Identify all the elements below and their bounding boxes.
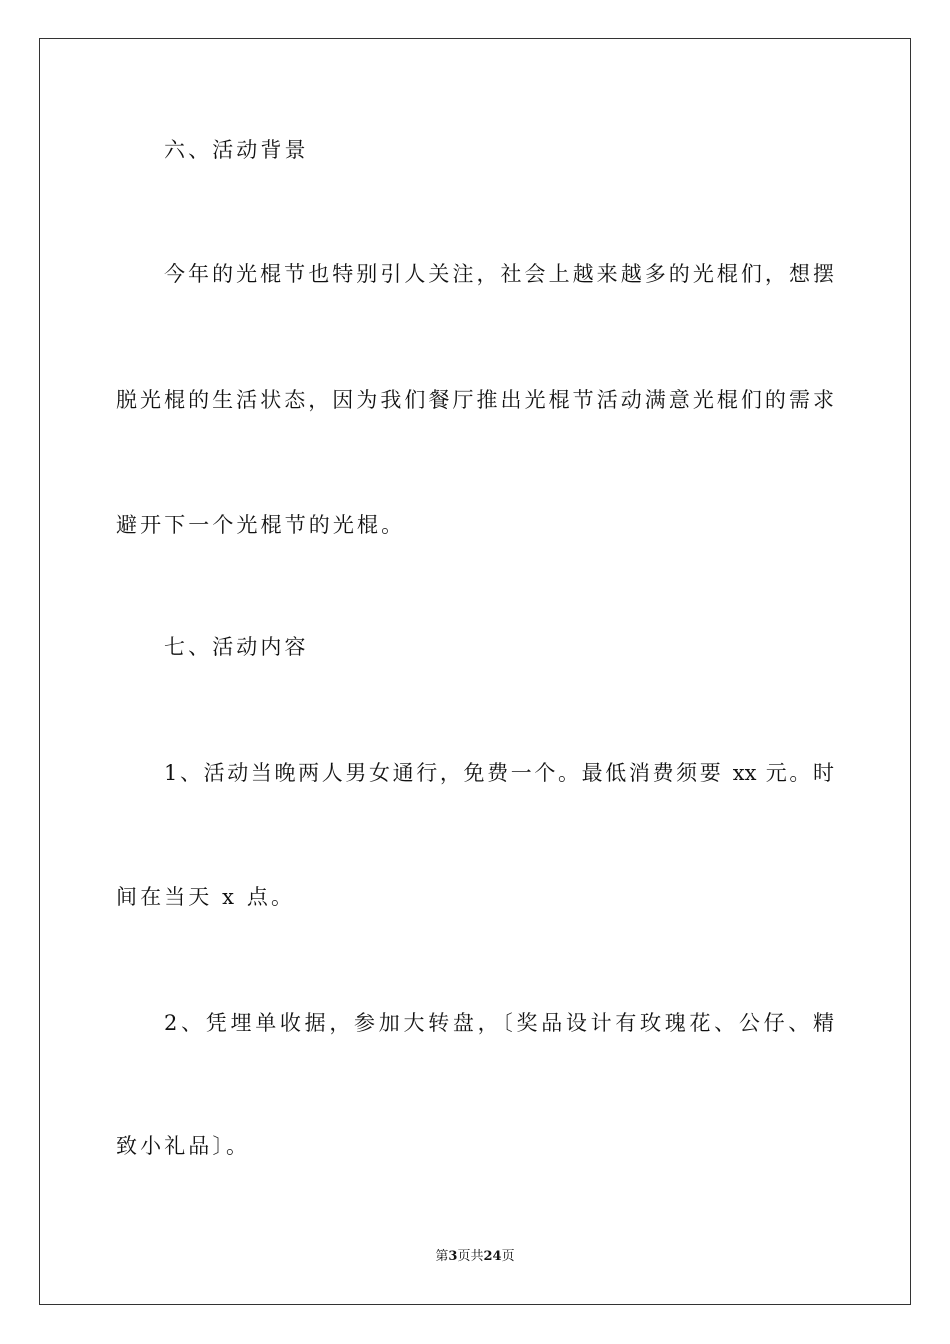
page-border xyxy=(39,38,911,1305)
footer-total-pages: 24 xyxy=(483,1249,502,1264)
page-footer xyxy=(0,1248,950,1266)
paragraph-line: 今年的光棍节也特别引人关注，社会上越来越多的光棍们，想摆 xyxy=(164,262,834,286)
paragraph-line: 致小礼品〕。 xyxy=(116,1134,251,1158)
paragraph-line: 1、活动当晚两人男女通行，免费一个。最低消费须要 xx 元。时 xyxy=(164,761,834,785)
footer-total-prefix: 共 xyxy=(470,1249,484,1264)
paragraph-line: 间在当天 x 点。 xyxy=(116,885,296,909)
paragraph-line: 脱光棍的生活状态，因为我们餐厅推出光棍节活动满意光棍们的需求 xyxy=(116,388,834,412)
section-heading-background: 六、活动背景 xyxy=(164,138,309,162)
footer-page-number: 3 xyxy=(448,1249,458,1264)
paragraph-line: 避开下一个光棍节的光棍。 xyxy=(116,513,406,537)
section-heading-content: 七、活动内容 xyxy=(164,635,309,659)
footer-total-unit: 页 xyxy=(501,1249,515,1264)
footer-page-prefix: 第 xyxy=(435,1249,449,1264)
footer-page-unit: 页 xyxy=(457,1249,471,1264)
paragraph-line: 2、凭埋单收据，参加大转盘，〔奖品设计有玫瑰花、公仔、精 xyxy=(164,1011,834,1035)
